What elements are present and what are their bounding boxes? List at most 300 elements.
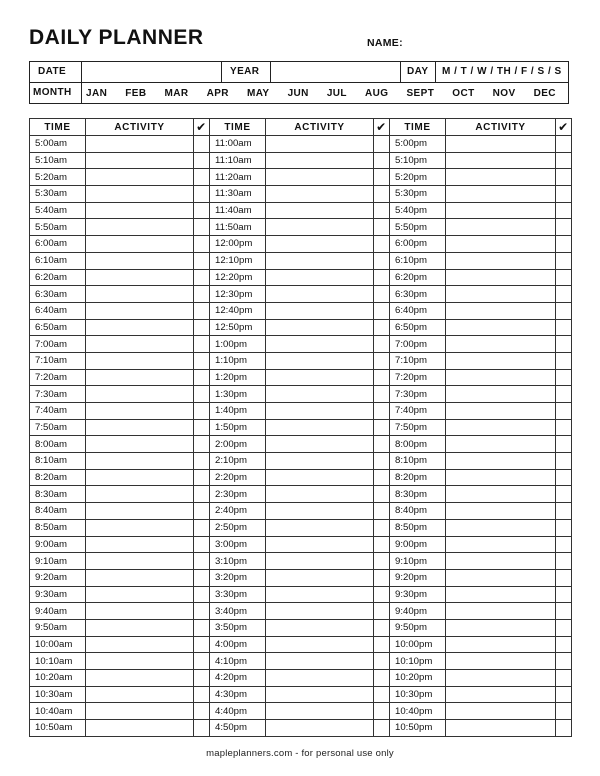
table-row — [30, 419, 572, 436]
date-label: DATE — [38, 66, 67, 77]
check-box[interactable] — [556, 352, 572, 369]
check-box[interactable] — [556, 703, 572, 720]
activity-cell[interactable] — [446, 636, 556, 653]
check-box[interactable] — [556, 603, 572, 620]
activity-cell[interactable] — [446, 553, 556, 570]
time-slot-label: 9:20pm — [390, 569, 446, 586]
time-slot-label: 9:40pm — [390, 603, 446, 620]
activity-cell[interactable] — [266, 202, 374, 219]
activity-cell[interactable] — [446, 152, 556, 169]
activity-cell[interactable] — [266, 619, 374, 636]
check-box[interactable] — [194, 219, 210, 236]
time-slot-label: 11:10am — [210, 152, 266, 169]
table-row — [30, 236, 572, 253]
activity-cell[interactable] — [86, 486, 194, 503]
time-slot-label: 5:50pm — [390, 219, 446, 236]
activity-cell[interactable] — [266, 336, 374, 353]
check-box[interactable] — [556, 302, 572, 319]
activity-cell[interactable] — [86, 469, 194, 486]
table-row — [30, 720, 572, 737]
check-box[interactable] — [556, 252, 572, 269]
check-box[interactable] — [194, 336, 210, 353]
activity-cell[interactable] — [266, 536, 374, 553]
check-box[interactable] — [374, 619, 390, 636]
activity-cell[interactable] — [86, 670, 194, 687]
activity-cell[interactable] — [446, 286, 556, 303]
time-slot-label: 10:30pm — [390, 686, 446, 703]
check-box[interactable] — [556, 586, 572, 603]
check-box[interactable] — [556, 486, 572, 503]
time-slot-label: 6:00am — [30, 236, 86, 253]
time-slot-label: 7:20am — [30, 369, 86, 386]
activity-cell[interactable] — [266, 586, 374, 603]
activity-cell[interactable] — [86, 619, 194, 636]
check-box[interactable] — [374, 569, 390, 586]
activity-cell[interactable] — [86, 403, 194, 420]
time-slot-label: 5:50am — [30, 219, 86, 236]
time-slot-label: 8:50pm — [390, 519, 446, 536]
time-slot-label: 5:10am — [30, 152, 86, 169]
checkmark-icon: ✔ — [194, 119, 210, 136]
check-box[interactable] — [374, 486, 390, 503]
activity-cell[interactable] — [266, 236, 374, 253]
check-box[interactable] — [374, 636, 390, 653]
check-box[interactable] — [194, 236, 210, 253]
footer-note: mapleplanners.com - for personal use only — [206, 748, 394, 759]
activity-cell[interactable] — [86, 152, 194, 169]
check-box[interactable] — [374, 453, 390, 470]
check-box[interactable] — [374, 219, 390, 236]
check-box[interactable] — [374, 186, 390, 203]
check-box[interactable] — [556, 136, 572, 153]
check-box[interactable] — [194, 469, 210, 486]
check-box[interactable] — [194, 152, 210, 169]
date-header-box — [29, 61, 569, 104]
activity-cell[interactable] — [86, 336, 194, 353]
table-row — [30, 269, 572, 286]
activity-cell[interactable] — [446, 653, 556, 670]
time-slot-label: 8:50am — [30, 519, 86, 536]
check-box[interactable] — [194, 403, 210, 420]
activity-cell[interactable] — [446, 269, 556, 286]
check-box[interactable] — [374, 236, 390, 253]
check-box[interactable] — [194, 686, 210, 703]
activity-cell[interactable] — [266, 486, 374, 503]
check-box[interactable] — [556, 336, 572, 353]
time-slot-label: 4:00pm — [210, 636, 266, 653]
activity-cell[interactable] — [86, 269, 194, 286]
check-box[interactable] — [194, 386, 210, 403]
activity-cell[interactable] — [446, 619, 556, 636]
check-box[interactable] — [374, 536, 390, 553]
check-box[interactable] — [194, 553, 210, 570]
check-box[interactable] — [194, 519, 210, 536]
activity-cell[interactable] — [86, 603, 194, 620]
check-box[interactable] — [374, 336, 390, 353]
check-box[interactable] — [194, 252, 210, 269]
check-box[interactable] — [194, 352, 210, 369]
activity-cell[interactable] — [266, 219, 374, 236]
check-box[interactable] — [556, 653, 572, 670]
activity-cell[interactable] — [86, 219, 194, 236]
check-box[interactable] — [374, 670, 390, 687]
activity-cell[interactable] — [266, 269, 374, 286]
check-box[interactable] — [556, 386, 572, 403]
month-label: MONTH — [33, 87, 72, 98]
check-box[interactable] — [194, 703, 210, 720]
activity-cell[interactable] — [446, 202, 556, 219]
activity-cell[interactable] — [446, 386, 556, 403]
activity-cell[interactable] — [86, 703, 194, 720]
time-slot-label: 10:40am — [30, 703, 86, 720]
activity-cell[interactable] — [86, 236, 194, 253]
check-box[interactable] — [374, 202, 390, 219]
activity-cell[interactable] — [266, 553, 374, 570]
check-box[interactable] — [556, 720, 572, 737]
check-box[interactable] — [194, 453, 210, 470]
check-box[interactable] — [556, 436, 572, 453]
activity-cell[interactable] — [86, 369, 194, 386]
activity-cell[interactable] — [266, 519, 374, 536]
time-slot-label: 7:40am — [30, 403, 86, 420]
check-box[interactable] — [556, 286, 572, 303]
check-box[interactable] — [374, 369, 390, 386]
activity-cell[interactable] — [446, 302, 556, 319]
activity-cell[interactable] — [86, 636, 194, 653]
activity-cell[interactable] — [86, 453, 194, 470]
check-box[interactable] — [374, 603, 390, 620]
check-box[interactable] — [194, 202, 210, 219]
activity-cell[interactable] — [86, 186, 194, 203]
activity-cell[interactable] — [266, 503, 374, 520]
check-box[interactable] — [194, 619, 210, 636]
activity-cell[interactable] — [266, 703, 374, 720]
check-box[interactable] — [374, 720, 390, 737]
table-header-row — [30, 119, 572, 136]
time-slot-label: 6:50pm — [390, 319, 446, 336]
table-row — [30, 152, 572, 169]
time-slot-label: 4:30pm — [210, 686, 266, 703]
time-slot-label: 5:30am — [30, 186, 86, 203]
activity-cell[interactable] — [86, 720, 194, 737]
activity-cell[interactable] — [86, 569, 194, 586]
check-box[interactable] — [374, 519, 390, 536]
check-box[interactable] — [374, 152, 390, 169]
check-box[interactable] — [556, 453, 572, 470]
check-box[interactable] — [194, 286, 210, 303]
time-slot-label: 9:10pm — [390, 553, 446, 570]
time-slot-label: 12:10pm — [210, 252, 266, 269]
activity-cell[interactable] — [86, 419, 194, 436]
check-box[interactable] — [556, 236, 572, 253]
activity-cell[interactable] — [86, 136, 194, 153]
activity-cell[interactable] — [266, 186, 374, 203]
time-slot-label: 3:20pm — [210, 569, 266, 586]
time-slot-label: 8:40pm — [390, 503, 446, 520]
activity-cell[interactable] — [446, 503, 556, 520]
activity-cell[interactable] — [266, 603, 374, 620]
check-box[interactable] — [194, 419, 210, 436]
activity-cell[interactable] — [266, 436, 374, 453]
check-box[interactable] — [556, 219, 572, 236]
checkmark-icon: ✔ — [374, 119, 390, 136]
activity-cell[interactable] — [446, 336, 556, 353]
time-slot-label: 6:40am — [30, 302, 86, 319]
table-row — [30, 586, 572, 603]
check-box[interactable] — [374, 319, 390, 336]
table-row — [30, 436, 572, 453]
time-slot-label: 6:10am — [30, 252, 86, 269]
check-box[interactable] — [194, 569, 210, 586]
month-option: JUN — [287, 87, 309, 99]
activity-cell[interactable] — [266, 302, 374, 319]
activity-cell[interactable] — [266, 670, 374, 687]
check-box[interactable] — [374, 553, 390, 570]
check-box[interactable] — [194, 269, 210, 286]
table-row — [30, 603, 572, 620]
activity-cell[interactable] — [446, 169, 556, 186]
check-box[interactable] — [194, 319, 210, 336]
check-box[interactable] — [556, 619, 572, 636]
activity-cell[interactable] — [446, 469, 556, 486]
check-box[interactable] — [556, 152, 572, 169]
check-box[interactable] — [194, 436, 210, 453]
time-slot-label: 10:50pm — [390, 720, 446, 737]
check-box[interactable] — [556, 469, 572, 486]
month-option: FEB — [125, 87, 147, 99]
activity-cell[interactable] — [266, 653, 374, 670]
check-box[interactable] — [374, 503, 390, 520]
time-slot-label: 1:00pm — [210, 336, 266, 353]
check-box[interactable] — [556, 419, 572, 436]
activity-cell[interactable] — [86, 519, 194, 536]
check-box[interactable] — [374, 386, 390, 403]
activity-cell[interactable] — [446, 586, 556, 603]
activity-cell[interactable] — [446, 436, 556, 453]
check-box[interactable] — [556, 269, 572, 286]
activity-cell[interactable] — [266, 152, 374, 169]
activity-cell[interactable] — [86, 302, 194, 319]
time-slot-label: 7:00pm — [390, 336, 446, 353]
check-box[interactable] — [374, 586, 390, 603]
activity-cell[interactable] — [446, 236, 556, 253]
activity-cell[interactable] — [86, 436, 194, 453]
activity-cell[interactable] — [446, 319, 556, 336]
check-box[interactable] — [374, 136, 390, 153]
header-divider — [81, 62, 82, 104]
activity-cell[interactable] — [86, 503, 194, 520]
activity-cell[interactable] — [446, 219, 556, 236]
time-slot-label: 5:00am — [30, 136, 86, 153]
check-box[interactable] — [556, 686, 572, 703]
activity-cell[interactable] — [266, 286, 374, 303]
time-slot-label: 10:40pm — [390, 703, 446, 720]
time-slot-label: 12:50pm — [210, 319, 266, 336]
check-box[interactable] — [374, 653, 390, 670]
activity-cell[interactable] — [446, 252, 556, 269]
month-options — [86, 83, 556, 103]
check-box[interactable] — [556, 319, 572, 336]
activity-cell[interactable] — [86, 352, 194, 369]
time-slot-label: 12:00pm — [210, 236, 266, 253]
activity-cell[interactable] — [86, 319, 194, 336]
activity-cell[interactable] — [446, 352, 556, 369]
activity-cell[interactable] — [266, 319, 374, 336]
check-box[interactable] — [374, 436, 390, 453]
check-box[interactable] — [556, 519, 572, 536]
time-slot-label: 5:10pm — [390, 152, 446, 169]
time-slot-label: 7:50pm — [390, 419, 446, 436]
time-slot-label: 4:10pm — [210, 653, 266, 670]
table-row — [30, 553, 572, 570]
activity-cell[interactable] — [446, 603, 556, 620]
activity-cell[interactable] — [86, 536, 194, 553]
activity-cell[interactable] — [446, 670, 556, 687]
activity-cell[interactable] — [266, 252, 374, 269]
time-header: TIME — [390, 119, 446, 136]
activity-cell[interactable] — [266, 720, 374, 737]
month-option: SEPT — [406, 87, 435, 99]
check-box[interactable] — [194, 302, 210, 319]
time-slot-label: 7:20pm — [390, 369, 446, 386]
check-box[interactable] — [374, 269, 390, 286]
time-slot-label: 3:30pm — [210, 586, 266, 603]
activity-cell[interactable] — [266, 636, 374, 653]
activity-cell[interactable] — [266, 469, 374, 486]
check-box[interactable] — [556, 369, 572, 386]
activity-cell[interactable] — [266, 686, 374, 703]
activity-cell[interactable] — [446, 403, 556, 420]
activity-cell[interactable] — [86, 386, 194, 403]
check-box[interactable] — [556, 553, 572, 570]
time-slot-label: 9:40am — [30, 603, 86, 620]
time-slot-label: 8:00am — [30, 436, 86, 453]
check-box[interactable] — [556, 186, 572, 203]
check-box[interactable] — [556, 403, 572, 420]
check-box[interactable] — [374, 286, 390, 303]
check-box[interactable] — [374, 302, 390, 319]
time-slot-label: 10:00am — [30, 636, 86, 653]
table-row — [30, 519, 572, 536]
table-row — [30, 569, 572, 586]
time-slot-label: 8:20pm — [390, 469, 446, 486]
time-slot-label: 12:40pm — [210, 302, 266, 319]
time-slot-label: 10:10pm — [390, 653, 446, 670]
check-box[interactable] — [194, 486, 210, 503]
check-box[interactable] — [194, 536, 210, 553]
activity-cell[interactable] — [86, 286, 194, 303]
time-slot-label: 5:20am — [30, 169, 86, 186]
activity-cell[interactable] — [266, 403, 374, 420]
check-box[interactable] — [556, 670, 572, 687]
table-row — [30, 302, 572, 319]
activity-cell[interactable] — [266, 169, 374, 186]
activity-cell[interactable] — [446, 136, 556, 153]
time-slot-label: 3:40pm — [210, 603, 266, 620]
check-box[interactable] — [194, 720, 210, 737]
activity-cell[interactable] — [86, 553, 194, 570]
activity-cell[interactable] — [266, 569, 374, 586]
check-box[interactable] — [374, 686, 390, 703]
check-box[interactable] — [194, 503, 210, 520]
activity-cell[interactable] — [86, 169, 194, 186]
activity-cell[interactable] — [86, 686, 194, 703]
time-slot-label: 6:20pm — [390, 269, 446, 286]
activity-cell[interactable] — [446, 686, 556, 703]
time-slot-label: 2:20pm — [210, 469, 266, 486]
activity-header: ACTIVITY — [266, 119, 374, 136]
table-row — [30, 286, 572, 303]
activity-cell[interactable] — [266, 369, 374, 386]
check-box[interactable] — [194, 670, 210, 687]
check-box[interactable] — [194, 603, 210, 620]
time-slot-label: 6:50am — [30, 319, 86, 336]
check-box[interactable] — [374, 169, 390, 186]
header-divider — [400, 62, 401, 82]
time-slot-label: 5:30pm — [390, 186, 446, 203]
check-box[interactable] — [374, 469, 390, 486]
activity-cell[interactable] — [266, 419, 374, 436]
check-box[interactable] — [374, 403, 390, 420]
activity-cell[interactable] — [446, 720, 556, 737]
activity-cell[interactable] — [86, 202, 194, 219]
check-box[interactable] — [194, 369, 210, 386]
activity-cell[interactable] — [446, 486, 556, 503]
check-box[interactable] — [556, 569, 572, 586]
check-box[interactable] — [556, 503, 572, 520]
check-box[interactable] — [194, 186, 210, 203]
time-slot-label: 7:30am — [30, 386, 86, 403]
check-box[interactable] — [374, 703, 390, 720]
time-slot-label: 11:50am — [210, 219, 266, 236]
time-slot-label: 2:50pm — [210, 519, 266, 536]
check-box[interactable] — [194, 586, 210, 603]
activity-cell[interactable] — [446, 419, 556, 436]
activity-cell[interactable] — [446, 369, 556, 386]
check-box[interactable] — [194, 136, 210, 153]
activity-cell[interactable] — [86, 653, 194, 670]
check-box[interactable] — [374, 352, 390, 369]
check-box[interactable] — [556, 169, 572, 186]
activity-cell[interactable] — [446, 569, 556, 586]
time-slot-label: 3:00pm — [210, 536, 266, 553]
month-option: NOV — [492, 87, 516, 99]
activity-cell[interactable] — [266, 453, 374, 470]
activity-cell[interactable] — [446, 703, 556, 720]
activity-cell[interactable] — [446, 519, 556, 536]
activity-header: ACTIVITY — [86, 119, 194, 136]
activity-cell[interactable] — [266, 352, 374, 369]
check-box[interactable] — [556, 536, 572, 553]
check-box[interactable] — [374, 252, 390, 269]
activity-cell[interactable] — [86, 586, 194, 603]
activity-cell[interactable] — [266, 386, 374, 403]
check-box[interactable] — [194, 636, 210, 653]
time-slot-label: 1:20pm — [210, 369, 266, 386]
activity-cell[interactable] — [86, 252, 194, 269]
check-box[interactable] — [194, 169, 210, 186]
check-box[interactable] — [374, 419, 390, 436]
activity-cell[interactable] — [266, 136, 374, 153]
check-box[interactable] — [556, 636, 572, 653]
check-box[interactable] — [556, 202, 572, 219]
check-box[interactable] — [194, 653, 210, 670]
table-row — [30, 386, 572, 403]
activity-cell[interactable] — [446, 453, 556, 470]
activity-cell[interactable] — [446, 186, 556, 203]
activity-cell[interactable] — [446, 536, 556, 553]
time-slot-label: 12:30pm — [210, 286, 266, 303]
